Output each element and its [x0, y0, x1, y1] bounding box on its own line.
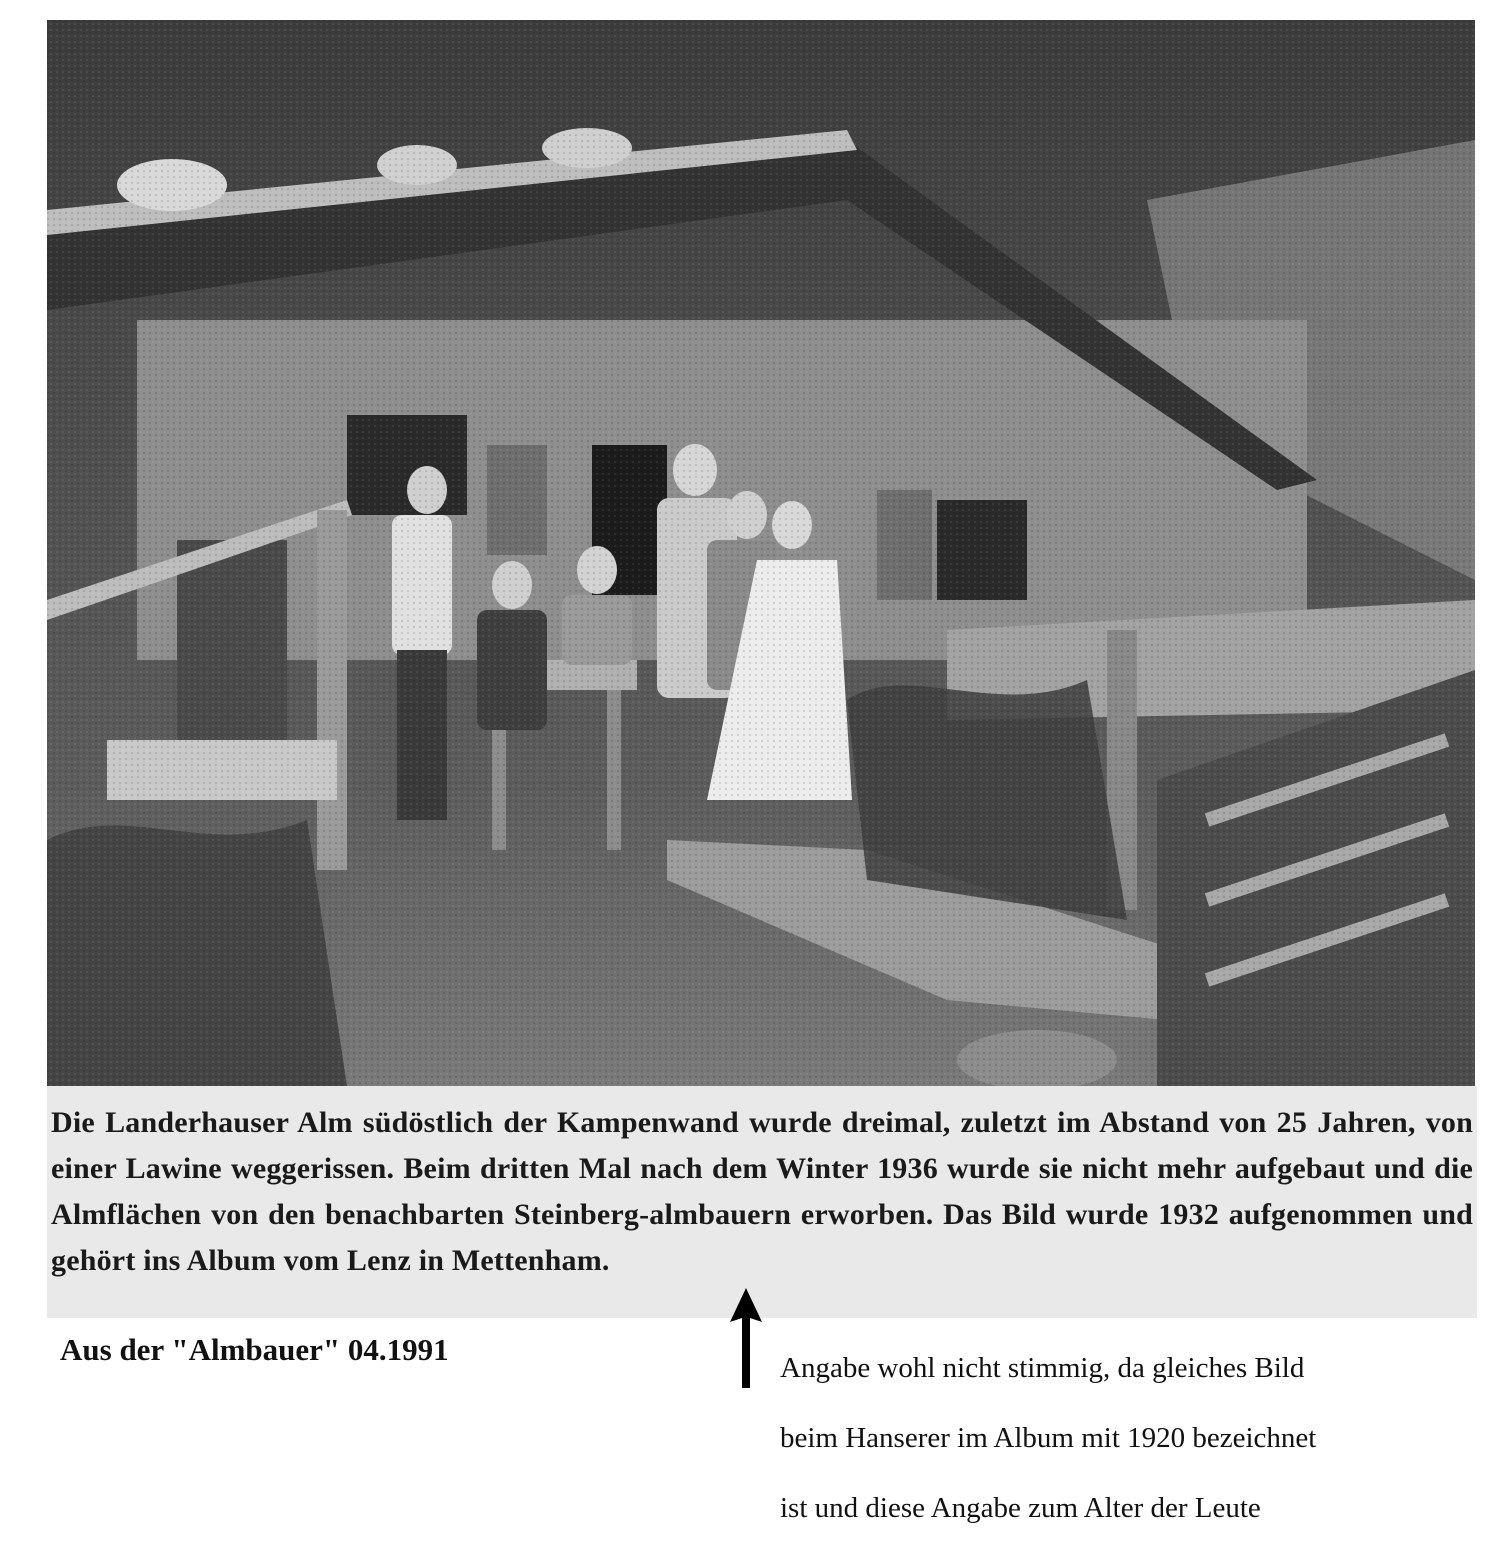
annotation-line: Angabe wohl nicht stimmig, da gleiches Bild: [780, 1352, 1305, 1384]
historic-alpine-hut-photo: [47, 20, 1475, 1086]
photo-caption: Die Landerhauser Alm südöstlich der Kampenwand wurde dreimal, zuletzt im Abstand von 25 Jahren, von einer Lawine weggerissen. Beim dritten Mal nach dem Winter 1936 wurde sie nicht mehr aufgebaut und die Almflächen von den benachbarten Steinberg-almbauern erworben. Das Bild wurde 1932 aufgenommen und gehört ins Album vom Lenz in Mettenham.: [47, 1086, 1477, 1318]
newspaper-photo: [47, 20, 1475, 1086]
annotation-line: beim Hanserer im Album mit 1920 bezeichnet: [780, 1422, 1317, 1454]
handwritten-annotation: [780, 1316, 1480, 1561]
photo-grain: [47, 20, 1475, 1086]
annotation-line: ist und diese Angabe zum Alter der Leute: [780, 1492, 1261, 1524]
arrow-up-icon: [728, 1288, 764, 1388]
source-reference: Aus der "Almbauer" 04.1991: [60, 1332, 449, 1367]
